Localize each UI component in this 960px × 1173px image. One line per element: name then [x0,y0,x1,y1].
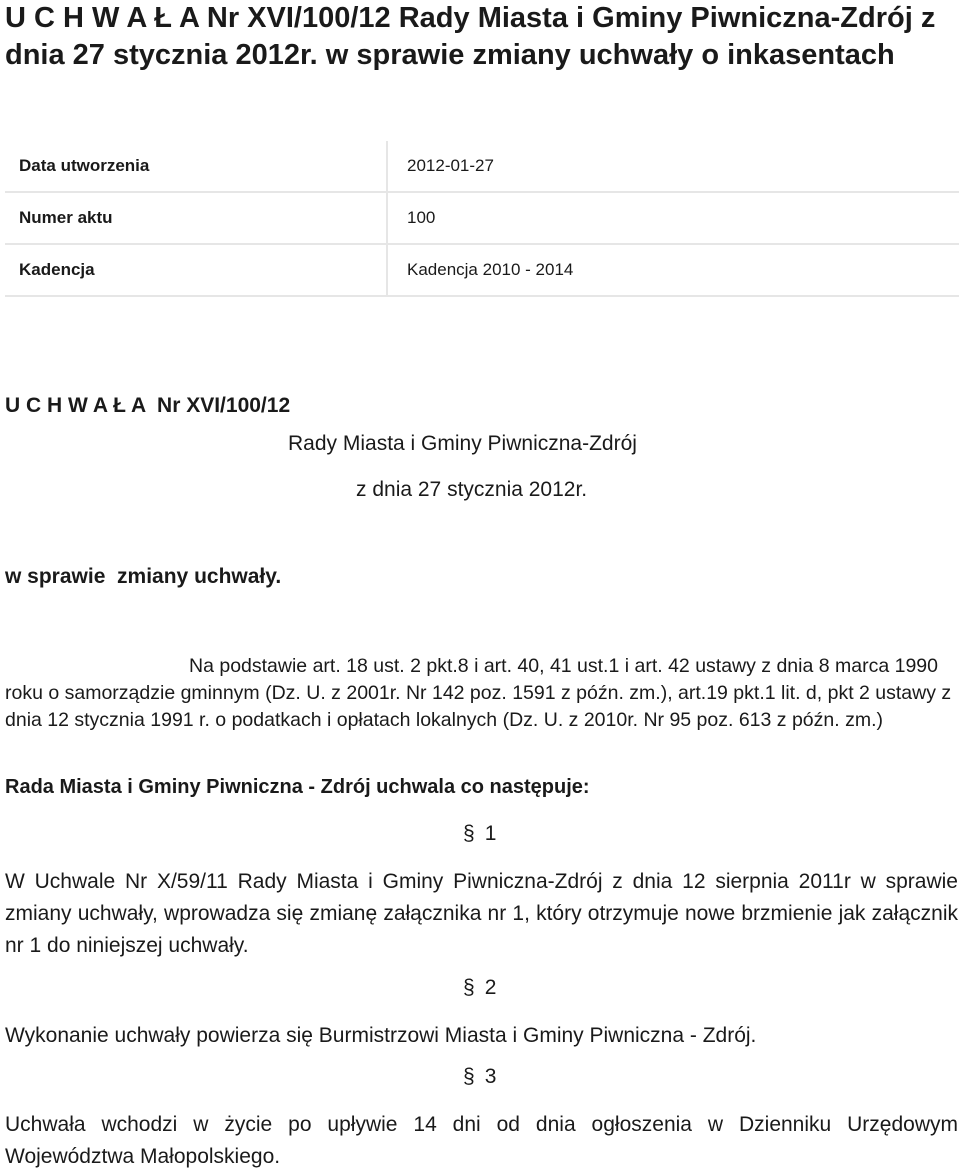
section-number: 1 [484,822,497,845]
section-3-heading [463,1065,496,1089]
section-1-text: W Uchwale Nr X/59/11 Rady Miasta i Gminy Piwniczna-Zdrój z dnia 12 sierpnia 2011r w sprawie zmiany uchwały, wprowadza się zmianę załącznika nr 1, który otrzymuje nowe brzmienie jak załącznik nr 1 do niniejszej uchwały. [5,870,958,957]
document-title: U C H W A Ł A Nr XVI/100/12 Rady Miasta i Gminy Piwniczna-Zdrój z dnia 27 stycznia 2012r. w sprawie zmiany uchwały o inkasentach [5,2,936,71]
section-2-heading [463,976,496,1000]
section-sign: § [463,1065,475,1088]
section-number: 3 [484,1065,497,1088]
meta-label-created: Data utworzenia [5,141,387,192]
table-row [5,244,959,296]
resolution-date: z dnia 27 stycznia 2012r. [356,478,588,501]
table-row [5,192,959,244]
meta-value-term: Kadencja 2010 - 2014 [387,244,959,296]
meta-value-created: 2012-01-27 [387,141,959,192]
table-row [5,141,959,192]
section-number: 2 [484,976,497,999]
council-name: Rady Miasta i Gminy Piwniczna-Zdrój [288,432,637,455]
section-2-text: Wykonanie uchwały powierza się Burmistrzowi Miasta i Gminy Piwniczna - Zdrój. [5,1024,757,1047]
resolution-subject: w sprawie zmiany uchwały. [5,565,282,588]
section-sign: § [463,976,475,999]
meta-value-act-number: 100 [387,192,959,244]
resolution-heading: U C H W A Ł A Nr XVI/100/12 [5,394,291,417]
resolution-intro: Rada Miasta i Gminy Piwniczna - Zdrój uchwala co następuje: [5,776,590,798]
meta-label-term: Kadencja [5,244,387,296]
legal-basis: Na podstawie art. 18 ust. 2 pkt.8 i art. 40, 41 ust.1 i art. 42 ustawy z dnia 8 marca 1990 roku o samorządzie gminnym (Dz. U. z 2001r. Nr 142 poz. 1591 z późn. zm.), art.19 pkt.1 lit. d, pkt 2 ustawy z dnia 12 stycznia 1991 r. o podatkach i opłatach lokalnych (Dz. U. z 2010r. Nr 95 poz. 613 z późn. zm.) [5,655,952,731]
metadata-table [5,141,959,297]
section-3-text: Uchwała wchodzi w życie po upływie 14 dni od dnia ogłoszenia w Dzienniku Urzędowym Województwa Małopolskiego. [5,1113,958,1168]
section-sign: § [463,822,475,845]
section-1-heading [463,822,496,846]
meta-label-act-number: Numer aktu [5,192,387,244]
